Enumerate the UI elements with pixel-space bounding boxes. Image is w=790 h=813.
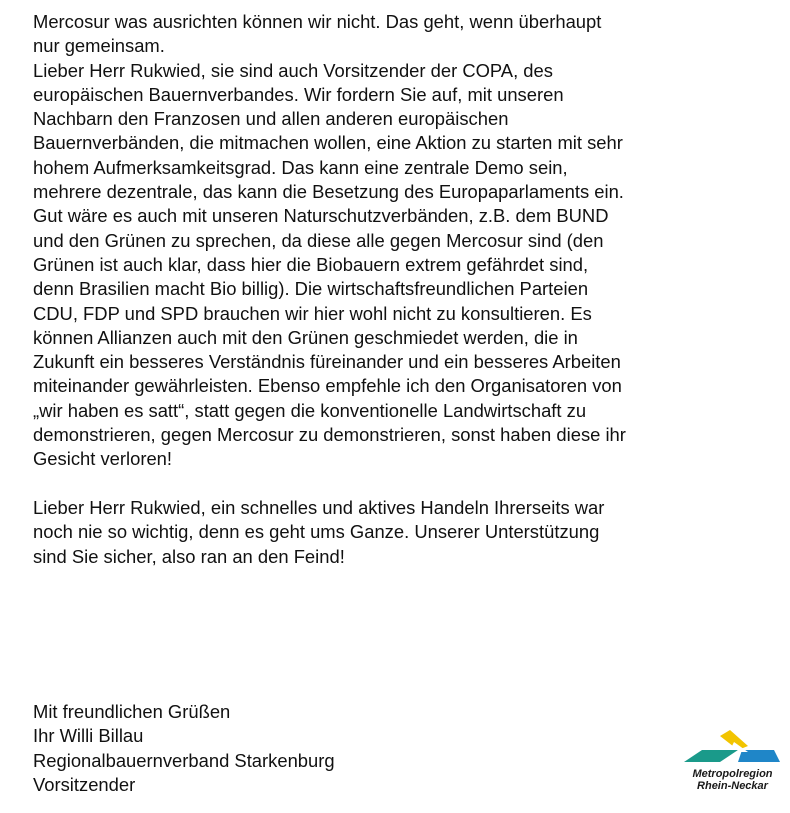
text-line: Bauernverbänden, die mitmachen wollen, eine Aktion zu starten mit sehr: [33, 132, 623, 154]
text-line: miteinander gewährleisten. Ebenso empfehle ich den Organisatoren von: [33, 375, 622, 397]
logo-line-2: Rhein-Neckar: [697, 780, 768, 792]
text-line: nur gemeinsam.: [33, 35, 165, 57]
text-line: Mercosur was ausrichten können wir nicht. Das geht, wenn überhaupt: [33, 11, 602, 32]
text-line: CDU, FDP und SPD brauchen wir hier wohl nicht zu konsultieren. Es: [33, 302, 592, 324]
text-line: Gut wäre es auch mit unseren Naturschutzverbänden, z.B. dem BUND: [33, 205, 609, 227]
text-line: denn Brasilien macht Bio billig). Die wirtschaftsfreundlichen Parteien: [33, 278, 589, 300]
text-line: Lieber Herr Rukwied, sie sind auch Vorsitzender der COPA, des: [33, 59, 553, 81]
text-line: Nachbarn den Franzosen und allen anderen europäischen: [33, 108, 509, 130]
text-line: Zukunft ein besseres Verständnis füreinander und ein besseres Arbeiten: [33, 351, 621, 373]
text-line: Grünen ist auch klar, dass hier die Biobauern extrem gefährdet sind,: [33, 253, 589, 275]
text-line: hohem Aufmerksamkeitsgrad. Das kann eine zentrale Demo sein,: [33, 156, 568, 178]
text-line: „wir haben es satt“, statt gegen die konventionelle Landwirtschaft zu: [33, 399, 587, 421]
text-line: können Allianzen auch mit den Grünen geschmiedet werden, die in: [33, 326, 578, 348]
metropolregion-logo-icon: [680, 728, 785, 768]
paragraph-1: [33, 10, 773, 472]
text-line: noch nie so wichtig, denn es geht ums Ganze. Unserer Unterstützung: [33, 521, 600, 543]
closing-greeting: Mit freundlichen Grüßen: [33, 701, 231, 722]
letter-closing: [33, 700, 533, 797]
signer-role: Vorsitzender: [33, 773, 136, 795]
logo-line-1: Metropolregion: [692, 768, 773, 780]
logo-wordmark: [680, 768, 785, 792]
signer-organization: Regionalbauernverband Starkenburg: [33, 749, 335, 771]
signer-name: Ihr Willi Billau: [33, 725, 144, 747]
paragraph-2: [33, 496, 773, 569]
letter-body: [33, 10, 773, 569]
text-line: und den Grünen zu sprechen, da diese alle gegen Mercosur sind (den: [33, 229, 604, 251]
text-line: mehrere dezentrale, das kann die Besetzung des Europaparlaments ein.: [33, 181, 624, 203]
text-line: demonstrieren, gegen Mercosur zu demonstrieren, sonst haben diese ihr: [33, 424, 626, 446]
metropolregion-logo: [680, 728, 785, 800]
text-line: europäischen Bauernverbandes. Wir fordern Sie auf, mit unseren: [33, 83, 564, 105]
text-line: Lieber Herr Rukwied, ein schnelles und aktives Handeln Ihrerseits war: [33, 496, 605, 518]
paragraph-gap: [33, 472, 773, 496]
text-line: Gesicht verloren!: [33, 448, 173, 470]
logo-teal-shape: [684, 750, 738, 762]
text-line: sind Sie sicher, also ran an den Feind!: [33, 545, 345, 567]
